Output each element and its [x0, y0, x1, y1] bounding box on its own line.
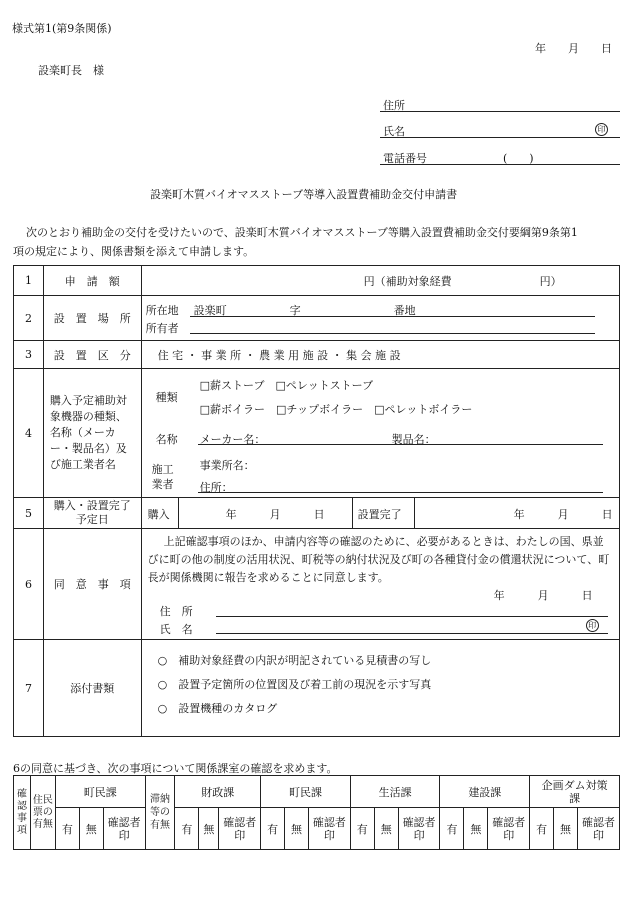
- type-options-row-1[interactable]: □薪ストーブ □ペレットストーブ: [199, 379, 374, 392]
- consent-address-label: 住 所: [159, 605, 193, 618]
- yes-cell[interactable]: 有: [175, 808, 199, 850]
- yes-cell[interactable]: 有: [350, 808, 374, 850]
- dept-header: 建設課: [440, 776, 530, 808]
- row-label: 申 請 額: [43, 266, 141, 296]
- dept-header: 生活課: [350, 776, 440, 808]
- row-label: 設 置 場 所: [43, 296, 141, 341]
- row-amount: [14, 266, 620, 296]
- row-location: [14, 296, 620, 341]
- no-cell[interactable]: 無: [554, 808, 578, 850]
- row-consent: [14, 529, 620, 640]
- row-num: 3: [14, 341, 44, 369]
- yes-cell[interactable]: 有: [55, 808, 79, 850]
- applicant-phone-label: 電話番号: [383, 152, 427, 165]
- category-options[interactable]: 住 宅 ・ 事 業 所 ・ 農 業 用 施 設 ・ 集 会 施 設: [141, 341, 619, 369]
- dept-header: 財政課: [175, 776, 261, 808]
- confirm-intro: 6の同意に基づき、次の事項について関係課室の確認を求めます。: [13, 762, 338, 775]
- header-date: 年 月 日: [535, 42, 612, 55]
- applicant-name-label: 氏名: [383, 125, 405, 138]
- dept-header: 町民課: [55, 776, 145, 808]
- application-table: [13, 265, 620, 737]
- purchase-date[interactable]: 年 月 日: [225, 508, 325, 521]
- amount-cell[interactable]: 円（補助対象経費 円）: [141, 266, 619, 296]
- row-schedule: [14, 498, 620, 529]
- confirmer-cell[interactable]: 確認者印: [103, 808, 145, 850]
- location-input-line[interactable]: [190, 316, 595, 317]
- yes-cell[interactable]: 有: [530, 808, 554, 850]
- attachment-item: ○ 補助対象経費の内訳が明記されている見積書の写し: [157, 654, 432, 667]
- row-category: [14, 341, 620, 369]
- confirmer-cell[interactable]: 確認者印: [219, 808, 261, 850]
- location-label: 所在地: [145, 304, 179, 317]
- row-attachments: [14, 640, 620, 737]
- confirmer-cell[interactable]: 確認者印: [308, 808, 350, 850]
- contractor-label: 施工業者: [151, 463, 174, 491]
- complete-date[interactable]: 年 月 日: [513, 508, 613, 521]
- applicant-phone-paren: ( ): [503, 152, 534, 165]
- location-banchi: 番地: [393, 304, 416, 317]
- consent-name-label: 氏 名: [159, 623, 193, 636]
- office-label: 事業所名：: [199, 459, 255, 472]
- no-cell[interactable]: 無: [79, 808, 103, 850]
- row-num: 7: [14, 640, 44, 737]
- tax-col-label: 滞納等の有無: [145, 776, 175, 850]
- row-num: 2: [14, 296, 44, 341]
- location-aza: 字: [289, 304, 301, 317]
- consent-seal-icon: 印: [586, 619, 599, 632]
- dept-header: 町民課: [261, 776, 351, 808]
- complete-label: 設置完了: [357, 508, 402, 521]
- no-cell[interactable]: 無: [285, 808, 309, 850]
- confirm-table: [13, 775, 620, 850]
- confirmer-cell[interactable]: 確認者印: [578, 808, 620, 850]
- row-num: 1: [14, 266, 44, 296]
- type-label: 種類: [155, 391, 178, 404]
- location-town: 設楽町: [193, 304, 227, 317]
- form-number: 様式第1(第9条関係): [12, 22, 112, 35]
- confirmer-cell[interactable]: 確認者印: [488, 808, 530, 850]
- no-cell[interactable]: 無: [374, 808, 398, 850]
- applicant-address-line: [380, 111, 620, 112]
- maker-label: メーカー名：: [199, 433, 266, 446]
- resident-col-label: 住民票の有無: [30, 776, 55, 850]
- contractor-input-line[interactable]: [198, 492, 603, 493]
- row-num: 5: [14, 498, 44, 529]
- row-equipment: [14, 369, 620, 498]
- yes-cell[interactable]: 有: [440, 808, 464, 850]
- row-label: 同 意 事 項: [43, 529, 141, 640]
- applicant-name-line: [380, 137, 620, 138]
- name-input-line[interactable]: [198, 444, 603, 445]
- row-label: 購入・設置完了予定日: [43, 498, 141, 529]
- row-label: 購入予定補助対象機器の種類、名称（メーカー・製品名）及び施工業者名: [43, 369, 141, 498]
- dept-header: 企画ダム対策課: [530, 776, 620, 808]
- attachment-item: ○ 設置機種のカタログ: [157, 702, 278, 715]
- purchase-label: 購入: [147, 508, 170, 521]
- consent-address-line[interactable]: [216, 616, 608, 617]
- attachment-item: ○ 設置予定箇所の位置図及び着工前の現況を示す写真: [157, 678, 432, 691]
- confirmer-cell[interactable]: 確認者印: [398, 808, 440, 850]
- product-label: 製品名：: [391, 433, 436, 446]
- consent-date[interactable]: 年 月 日: [493, 589, 593, 602]
- consent-text: 上記確認事項のほか、申請内容等の確認のために、必要があるときは、わたしの国、県並びに町の他の制度の活用状況、町税等の納付状況及び町の各種貸付金の償還状況について、町長が関係機関に報告を求めることに同意します。: [147, 535, 610, 584]
- page-title: 設楽町木質バイオマスストーブ等導入設置費補助金交付申請書: [150, 188, 458, 201]
- addressee: 設楽町長 様: [38, 64, 104, 77]
- owner-input-line[interactable]: [190, 333, 595, 334]
- applicant-address-label: 住所: [383, 99, 405, 112]
- intro-line-2: 項の規定により、関係書類を添えて申請します。: [13, 245, 255, 258]
- row-num: 6: [14, 529, 44, 640]
- consent-name-line[interactable]: [216, 633, 608, 634]
- row-num: 4: [14, 369, 44, 498]
- confirm-col-label: 確認事項: [14, 776, 31, 850]
- no-cell[interactable]: 無: [199, 808, 219, 850]
- row-label: 添付書類: [43, 640, 141, 737]
- applicant-phone-line: [380, 164, 620, 165]
- yes-cell[interactable]: 有: [261, 808, 285, 850]
- type-options-row-2[interactable]: □薪ボイラー □チップボイラー □ペレットボイラー: [199, 403, 473, 416]
- row-label: 設 置 区 分: [43, 341, 141, 369]
- no-cell[interactable]: 無: [464, 808, 488, 850]
- contractor-address-label: 住所：: [199, 481, 233, 494]
- name-label: 名称: [155, 433, 178, 446]
- owner-label: 所有者: [145, 322, 179, 335]
- intro-line-1: 次のとおり補助金の交付を受けたいので、設楽町木質バイオマスストーブ等購入設置費補助金交付要綱第9条第1: [26, 226, 578, 239]
- applicant-seal-icon: 印: [595, 123, 608, 136]
